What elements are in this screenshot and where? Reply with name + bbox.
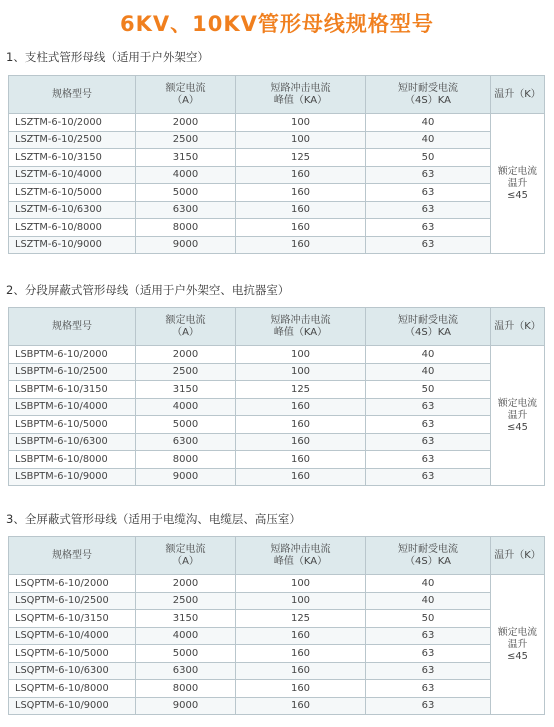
table-row (9, 416, 545, 434)
spec-table-2 (8, 307, 545, 486)
temp-rise-cell: 额定电流 温升 ≤45 (491, 114, 545, 254)
table-row (9, 346, 545, 364)
current-cell: 2500 (136, 131, 236, 149)
header-temp: 温升（K） (491, 537, 545, 575)
table-row (9, 166, 545, 184)
header-current: 额定电流 （A） (136, 537, 236, 575)
short-cell: 63 (366, 451, 491, 469)
temp-rise-cell: 额定电流 温升 ≤45 (491, 575, 545, 715)
short-cell: 40 (366, 346, 491, 364)
current-cell: 8000 (136, 451, 236, 469)
peak-cell: 160 (236, 219, 366, 237)
peak-cell: 100 (236, 346, 366, 364)
header-short: 短时耐受电流 （4S）KA (366, 537, 491, 575)
peak-cell: 100 (236, 363, 366, 381)
short-cell: 63 (366, 184, 491, 202)
model-cell: LSQPTM-6-10/2500 (9, 592, 136, 610)
peak-cell: 160 (236, 184, 366, 202)
model-cell: LSQPTM-6-10/8000 (9, 680, 136, 698)
model-cell: LSBPTM-6-10/5000 (9, 416, 136, 434)
short-cell: 63 (366, 166, 491, 184)
short-cell: 50 (366, 381, 491, 399)
model-cell: LSQPTM-6-10/9000 (9, 697, 136, 715)
header-model: 规格型号 (9, 537, 136, 575)
model-cell: LSZTM-6-10/3150 (9, 149, 136, 167)
table-row (9, 575, 545, 593)
peak-cell: 160 (236, 645, 366, 663)
model-cell: LSZTM-6-10/4000 (9, 166, 136, 184)
table-row (9, 468, 545, 486)
peak-cell: 125 (236, 381, 366, 399)
table-row (9, 592, 545, 610)
table-row (9, 627, 545, 645)
peak-cell: 160 (236, 416, 366, 434)
header-temp: 温升（K） (491, 308, 545, 346)
current-cell: 5000 (136, 184, 236, 202)
peak-cell: 160 (236, 236, 366, 254)
table-row (9, 645, 545, 663)
model-cell: LSZTM-6-10/2000 (9, 114, 136, 132)
table-row (9, 662, 545, 680)
short-cell: 63 (366, 468, 491, 486)
table-row (9, 201, 545, 219)
short-cell: 40 (366, 575, 491, 593)
peak-cell: 100 (236, 114, 366, 132)
section-heading-2: 2、分段屏蔽式管形母线（适用于户外架空、电抗器室） (6, 283, 290, 297)
peak-cell: 160 (236, 627, 366, 645)
model-cell: LSZTM-6-10/8000 (9, 219, 136, 237)
table-header-row (9, 76, 545, 114)
short-cell: 63 (366, 416, 491, 434)
header-temp: 温升（K） (491, 76, 545, 114)
table-row (9, 219, 545, 237)
table-row (9, 363, 545, 381)
model-cell: LSBPTM-6-10/3150 (9, 381, 136, 399)
current-cell: 4000 (136, 166, 236, 184)
short-cell: 50 (366, 610, 491, 628)
current-cell: 6300 (136, 433, 236, 451)
current-cell: 2500 (136, 592, 236, 610)
model-cell: LSBPTM-6-10/9000 (9, 468, 136, 486)
peak-cell: 160 (236, 468, 366, 486)
peak-cell: 160 (236, 662, 366, 680)
header-peak: 短路冲击电流 峰值（KA） (236, 537, 366, 575)
page-title: 6KV、10KV管形母线规格型号 (120, 12, 434, 36)
peak-cell: 160 (236, 697, 366, 715)
current-cell: 3150 (136, 149, 236, 167)
peak-cell: 125 (236, 610, 366, 628)
table-row (9, 184, 545, 202)
header-model: 规格型号 (9, 308, 136, 346)
model-cell: LSQPTM-6-10/6300 (9, 662, 136, 680)
model-cell: LSQPTM-6-10/2000 (9, 575, 136, 593)
current-cell: 6300 (136, 662, 236, 680)
header-model: 规格型号 (9, 76, 136, 114)
short-cell: 63 (366, 662, 491, 680)
short-cell: 63 (366, 645, 491, 663)
table-row (9, 149, 545, 167)
table-row (9, 610, 545, 628)
table-header-row (9, 537, 545, 575)
short-cell: 63 (366, 433, 491, 451)
spec-table-3 (8, 536, 545, 715)
section-heading-1: 1、支柱式管形母线（适用于户外架空） (6, 50, 209, 64)
header-short: 短时耐受电流 （4S）KA (366, 76, 491, 114)
current-cell: 9000 (136, 468, 236, 486)
current-cell: 2000 (136, 114, 236, 132)
short-cell: 63 (366, 680, 491, 698)
table-row (9, 131, 545, 149)
current-cell: 4000 (136, 627, 236, 645)
current-cell: 9000 (136, 697, 236, 715)
current-cell: 8000 (136, 219, 236, 237)
spec-table-1 (8, 75, 545, 254)
model-cell: LSBPTM-6-10/2000 (9, 346, 136, 364)
table-header-row (9, 308, 545, 346)
table-row (9, 697, 545, 715)
current-cell: 2500 (136, 363, 236, 381)
short-cell: 40 (366, 592, 491, 610)
table-row (9, 433, 545, 451)
model-cell: LSQPTM-6-10/4000 (9, 627, 136, 645)
model-cell: LSZTM-6-10/2500 (9, 131, 136, 149)
table-row (9, 398, 545, 416)
peak-cell: 160 (236, 451, 366, 469)
current-cell: 2000 (136, 575, 236, 593)
current-cell: 8000 (136, 680, 236, 698)
current-cell: 5000 (136, 645, 236, 663)
peak-cell: 160 (236, 166, 366, 184)
current-cell: 4000 (136, 398, 236, 416)
table-row (9, 114, 545, 132)
peak-cell: 160 (236, 398, 366, 416)
table-row (9, 236, 545, 254)
model-cell: LSQPTM-6-10/3150 (9, 610, 136, 628)
peak-cell: 160 (236, 680, 366, 698)
peak-cell: 160 (236, 201, 366, 219)
model-cell: LSBPTM-6-10/4000 (9, 398, 136, 416)
short-cell: 63 (366, 201, 491, 219)
short-cell: 63 (366, 219, 491, 237)
short-cell: 63 (366, 627, 491, 645)
peak-cell: 100 (236, 592, 366, 610)
table-row (9, 680, 545, 698)
header-peak: 短路冲击电流 峰值（KA） (236, 308, 366, 346)
header-current: 额定电流 （A） (136, 308, 236, 346)
header-peak: 短路冲击电流 峰值（KA） (236, 76, 366, 114)
model-cell: LSZTM-6-10/5000 (9, 184, 136, 202)
model-cell: LSQPTM-6-10/5000 (9, 645, 136, 663)
model-cell: LSBPTM-6-10/8000 (9, 451, 136, 469)
current-cell: 2000 (136, 346, 236, 364)
short-cell: 63 (366, 697, 491, 715)
peak-cell: 100 (236, 131, 366, 149)
model-cell: LSBPTM-6-10/6300 (9, 433, 136, 451)
peak-cell: 125 (236, 149, 366, 167)
short-cell: 40 (366, 363, 491, 381)
short-cell: 50 (366, 149, 491, 167)
model-cell: LSZTM-6-10/9000 (9, 236, 136, 254)
short-cell: 40 (366, 114, 491, 132)
current-cell: 5000 (136, 416, 236, 434)
section-heading-3: 3、全屏蔽式管形母线（适用于电缆沟、电缆层、高压室） (6, 512, 301, 526)
model-cell: LSZTM-6-10/6300 (9, 201, 136, 219)
table-row (9, 451, 545, 469)
current-cell: 3150 (136, 610, 236, 628)
peak-cell: 160 (236, 433, 366, 451)
short-cell: 40 (366, 131, 491, 149)
current-cell: 3150 (136, 381, 236, 399)
current-cell: 6300 (136, 201, 236, 219)
short-cell: 63 (366, 398, 491, 416)
temp-rise-cell: 额定电流 温升 ≤45 (491, 346, 545, 486)
model-cell: LSBPTM-6-10/2500 (9, 363, 136, 381)
header-short: 短时耐受电流 （4S）KA (366, 308, 491, 346)
peak-cell: 100 (236, 575, 366, 593)
table-row (9, 381, 545, 399)
header-current: 额定电流 （A） (136, 76, 236, 114)
current-cell: 9000 (136, 236, 236, 254)
short-cell: 63 (366, 236, 491, 254)
